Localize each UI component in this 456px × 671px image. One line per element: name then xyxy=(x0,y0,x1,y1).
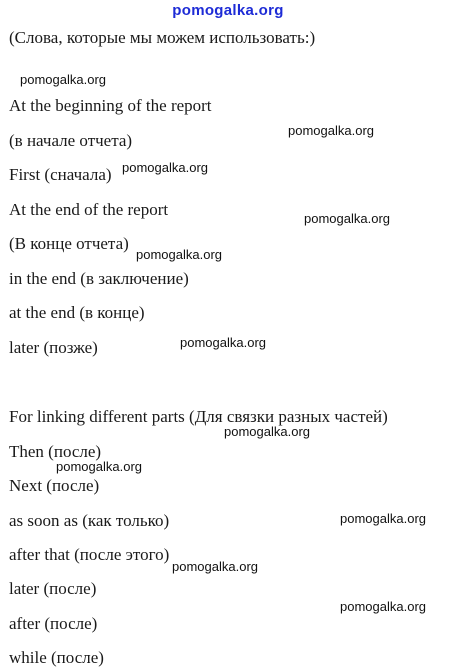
phrase-line: (В конце отчета) xyxy=(9,234,129,253)
phrase-line: after that (после этого) xyxy=(9,545,170,564)
watermark: pomogalka.org xyxy=(20,72,106,87)
watermark: pomogalka.org xyxy=(122,160,208,175)
header-watermark: pomogalka.org xyxy=(172,2,284,19)
phrase-line: Then (после) xyxy=(9,442,102,461)
phrase-line: Next (после) xyxy=(9,476,100,495)
watermark: pomogalka.org xyxy=(340,511,426,526)
phrase-line: At the beginning of the report xyxy=(9,96,212,115)
phrase-line: At the end of the report xyxy=(9,200,169,219)
intro-line: (Слова, которые мы можем использовать:) xyxy=(9,28,316,47)
watermark: pomogalka.org xyxy=(56,459,142,474)
phrase-line: First (сначала) xyxy=(9,165,112,184)
phrase-line: at the end (в конце) xyxy=(9,303,145,322)
phrase-line: later (позже) xyxy=(9,338,98,357)
phrase-line: later (после) xyxy=(9,579,97,598)
watermark: pomogalka.org xyxy=(180,335,266,350)
phrase-line: after (после) xyxy=(9,614,98,633)
watermark: pomogalka.org xyxy=(288,123,374,138)
watermark: pomogalka.org xyxy=(224,424,310,439)
watermark: pomogalka.org xyxy=(136,247,222,262)
watermark: pomogalka.org xyxy=(340,599,426,614)
watermark: pomogalka.org xyxy=(172,559,258,574)
phrase-line: (в начале отчета) xyxy=(9,131,133,150)
phrase-line: while (после) xyxy=(9,648,104,667)
phrase-line: as soon as (как только) xyxy=(9,511,170,530)
phrase-line: in the end (в заключение) xyxy=(9,269,189,288)
section-heading: For linking different parts (Для связки разных частей) xyxy=(9,407,388,426)
watermark: pomogalka.org xyxy=(304,211,390,226)
